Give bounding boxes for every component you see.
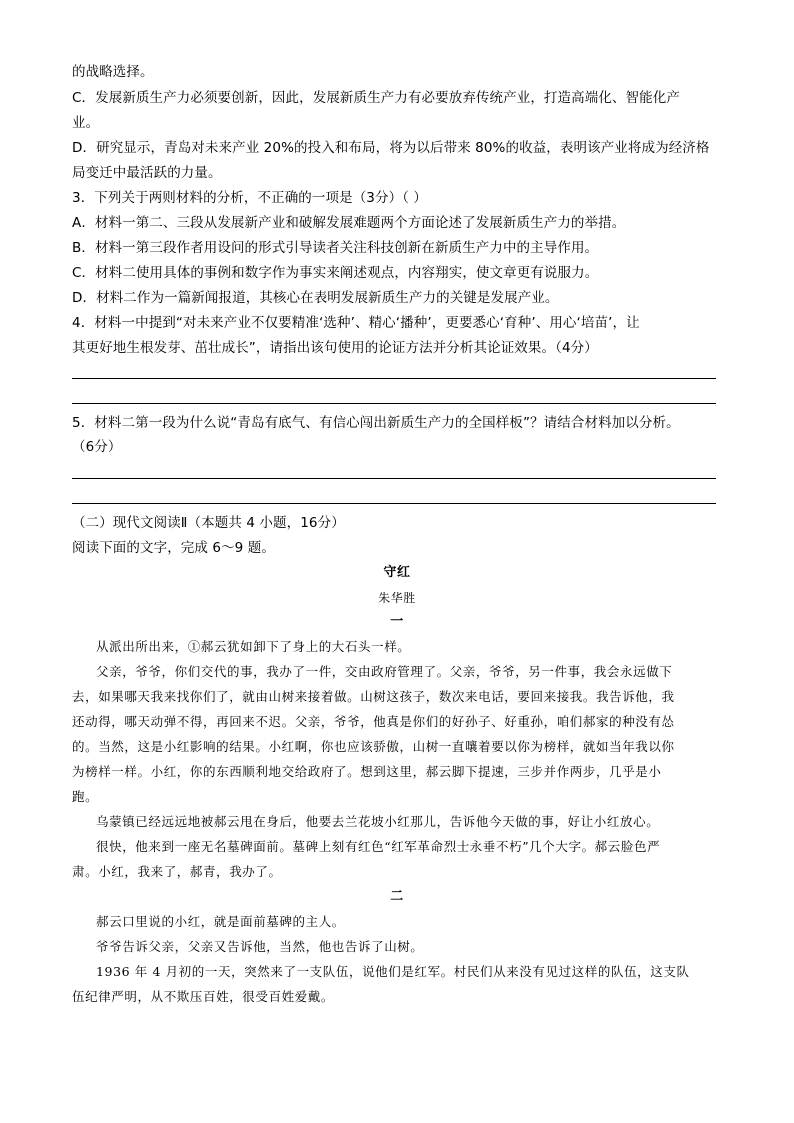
section2-heading: （二）现代文阅读Ⅱ（本题共 4 小题，16分） [72, 515, 345, 531]
story-paragraph: 父亲，爷爷，你们交代的事，我办了一件，交由政府管理了。父亲，爷爷，另一件事，我会永远做下 [96, 664, 673, 679]
q2-option-b-tail: 的战略选择。 [72, 64, 154, 80]
story-paragraph-cont: 跑。 [72, 789, 99, 804]
q3-option-b: B．材料一第三段作者用设问的形式引导读者关注科技创新在新质生产力中的主导作用。 [72, 240, 599, 256]
q5-answer-line-2[interactable] [72, 503, 716, 504]
q5-stem-line2: （6分） [72, 439, 122, 455]
story-paragraph: 从派出所出来，①郝云犹如卸下了身上的大石头一样。 [96, 639, 411, 654]
q2-option-c: C．发展新质生产力必须要创新，因此，发展新质生产力有必要放弃传统产业，打造高端化、智能化产 [72, 90, 680, 106]
q4-answer-line-1[interactable] [72, 378, 716, 379]
story-title: 守红 [383, 565, 411, 580]
story-paragraph-cont: 为榜样一样。小红，你的东西顺利地交给政府了。想到这里，郝云脚下提速，三步并作两步，几乎是小 [72, 764, 662, 779]
story-paragraph: 很快，他来到一座无名墓碑面前。墓碑上刻有红色“红军革命烈士永垂不朽”几个大字。郝云脸色严 [96, 839, 661, 854]
q3-stem: 3．下列关于两则材料的分析，不正确的一项是（3分）（ ） [72, 190, 428, 206]
story-paragraph-cont: 还动得，哪天动弹不得，再回来不迟。父亲，爷爷，他真是你们的好孙子、好重孙，咱们郝家的种没有怂 [72, 714, 675, 729]
section2-instruction: 阅读下面的文字，完成 6～9 题。 [72, 540, 275, 556]
q5-stem-line1: 5．材料二第一段为什么说“青岛有底气、有信心闯出新质生产力的全国样板”？请结合材料加以分析。 [72, 415, 680, 431]
story-paragraph: 1936 年 4 月初的一天，突然来了一支队伍，说他们是红军。村民们从来没有见过这样的队伍，这支队 [96, 964, 690, 979]
story-author: 朱华胜 [378, 591, 416, 605]
q3-option-c: C．材料二使用具体的事例和数字作为事实来阐述观点，内容翔实，使文章更有说服力。 [72, 265, 599, 281]
story-paragraph: 爷爷告诉父亲，父亲又告诉他，当然，他也告诉了山树。 [96, 939, 424, 954]
q4-answer-line-2[interactable] [72, 403, 716, 404]
q2-option-d-cont: 局变迁中最活跃的力量。 [72, 165, 222, 181]
story-paragraph: 郝云口里说的小红，就是面前墓碑的主人。 [96, 914, 345, 929]
q4-stem-line1: 4．材料一中提到“对未来产业不仅要精准‘选种’、精心‘播种’，更要悉心‘育种’、用心‘培苗’，让 [72, 315, 640, 331]
q3-option-d: D．材料二作为一篇新闻报道，其核心在表明发展新质生产力的关键是发展产业。 [72, 290, 559, 306]
q4-stem-line2: 其更好地生根发芽、茁壮成长”，请指出该句使用的论证方法并分析其论证效果。（4分） [72, 340, 598, 356]
story-paragraph-cont: 的。当然，这是小红影响的结果。小红啊，你也应该骄傲，山树一直嚷着要以你为榜样，就如当年我以你 [72, 739, 675, 754]
story-paragraph-cont: 去，如果哪天我来找你们了，就由山树来接着做。山树这孩子，数次来电话，要回来接我。我告诉他，我 [72, 689, 675, 704]
story-part-one-label: 一 [390, 614, 404, 629]
story-paragraph-cont: 伍纪律严明，从不欺压百姓，很受百姓爱戴。 [72, 989, 335, 1004]
q2-option-c-cont: 业。 [72, 115, 100, 131]
q3-option-a: A．材料一第二、三段从发展新产业和破解发展难题两个方面论述了发展新质生产力的举措。 [72, 215, 626, 231]
story-paragraph-cont: 肃。小红，我来了，郝青，我办了。 [72, 864, 282, 879]
story-part-two-label: 二 [390, 889, 404, 904]
q5-answer-line-1[interactable] [72, 478, 716, 479]
q2-option-d: D．研究显示，青岛对未来产业 20%的投入和布局，将为以后带来 80%的收益，表明该产业将成为经济格 [72, 140, 710, 156]
story-paragraph: 乌蒙镇已经远远地被郝云甩在身后，他要去兰花坡小红那儿，告诉他今天做的事，好让小红放心。 [96, 814, 660, 829]
